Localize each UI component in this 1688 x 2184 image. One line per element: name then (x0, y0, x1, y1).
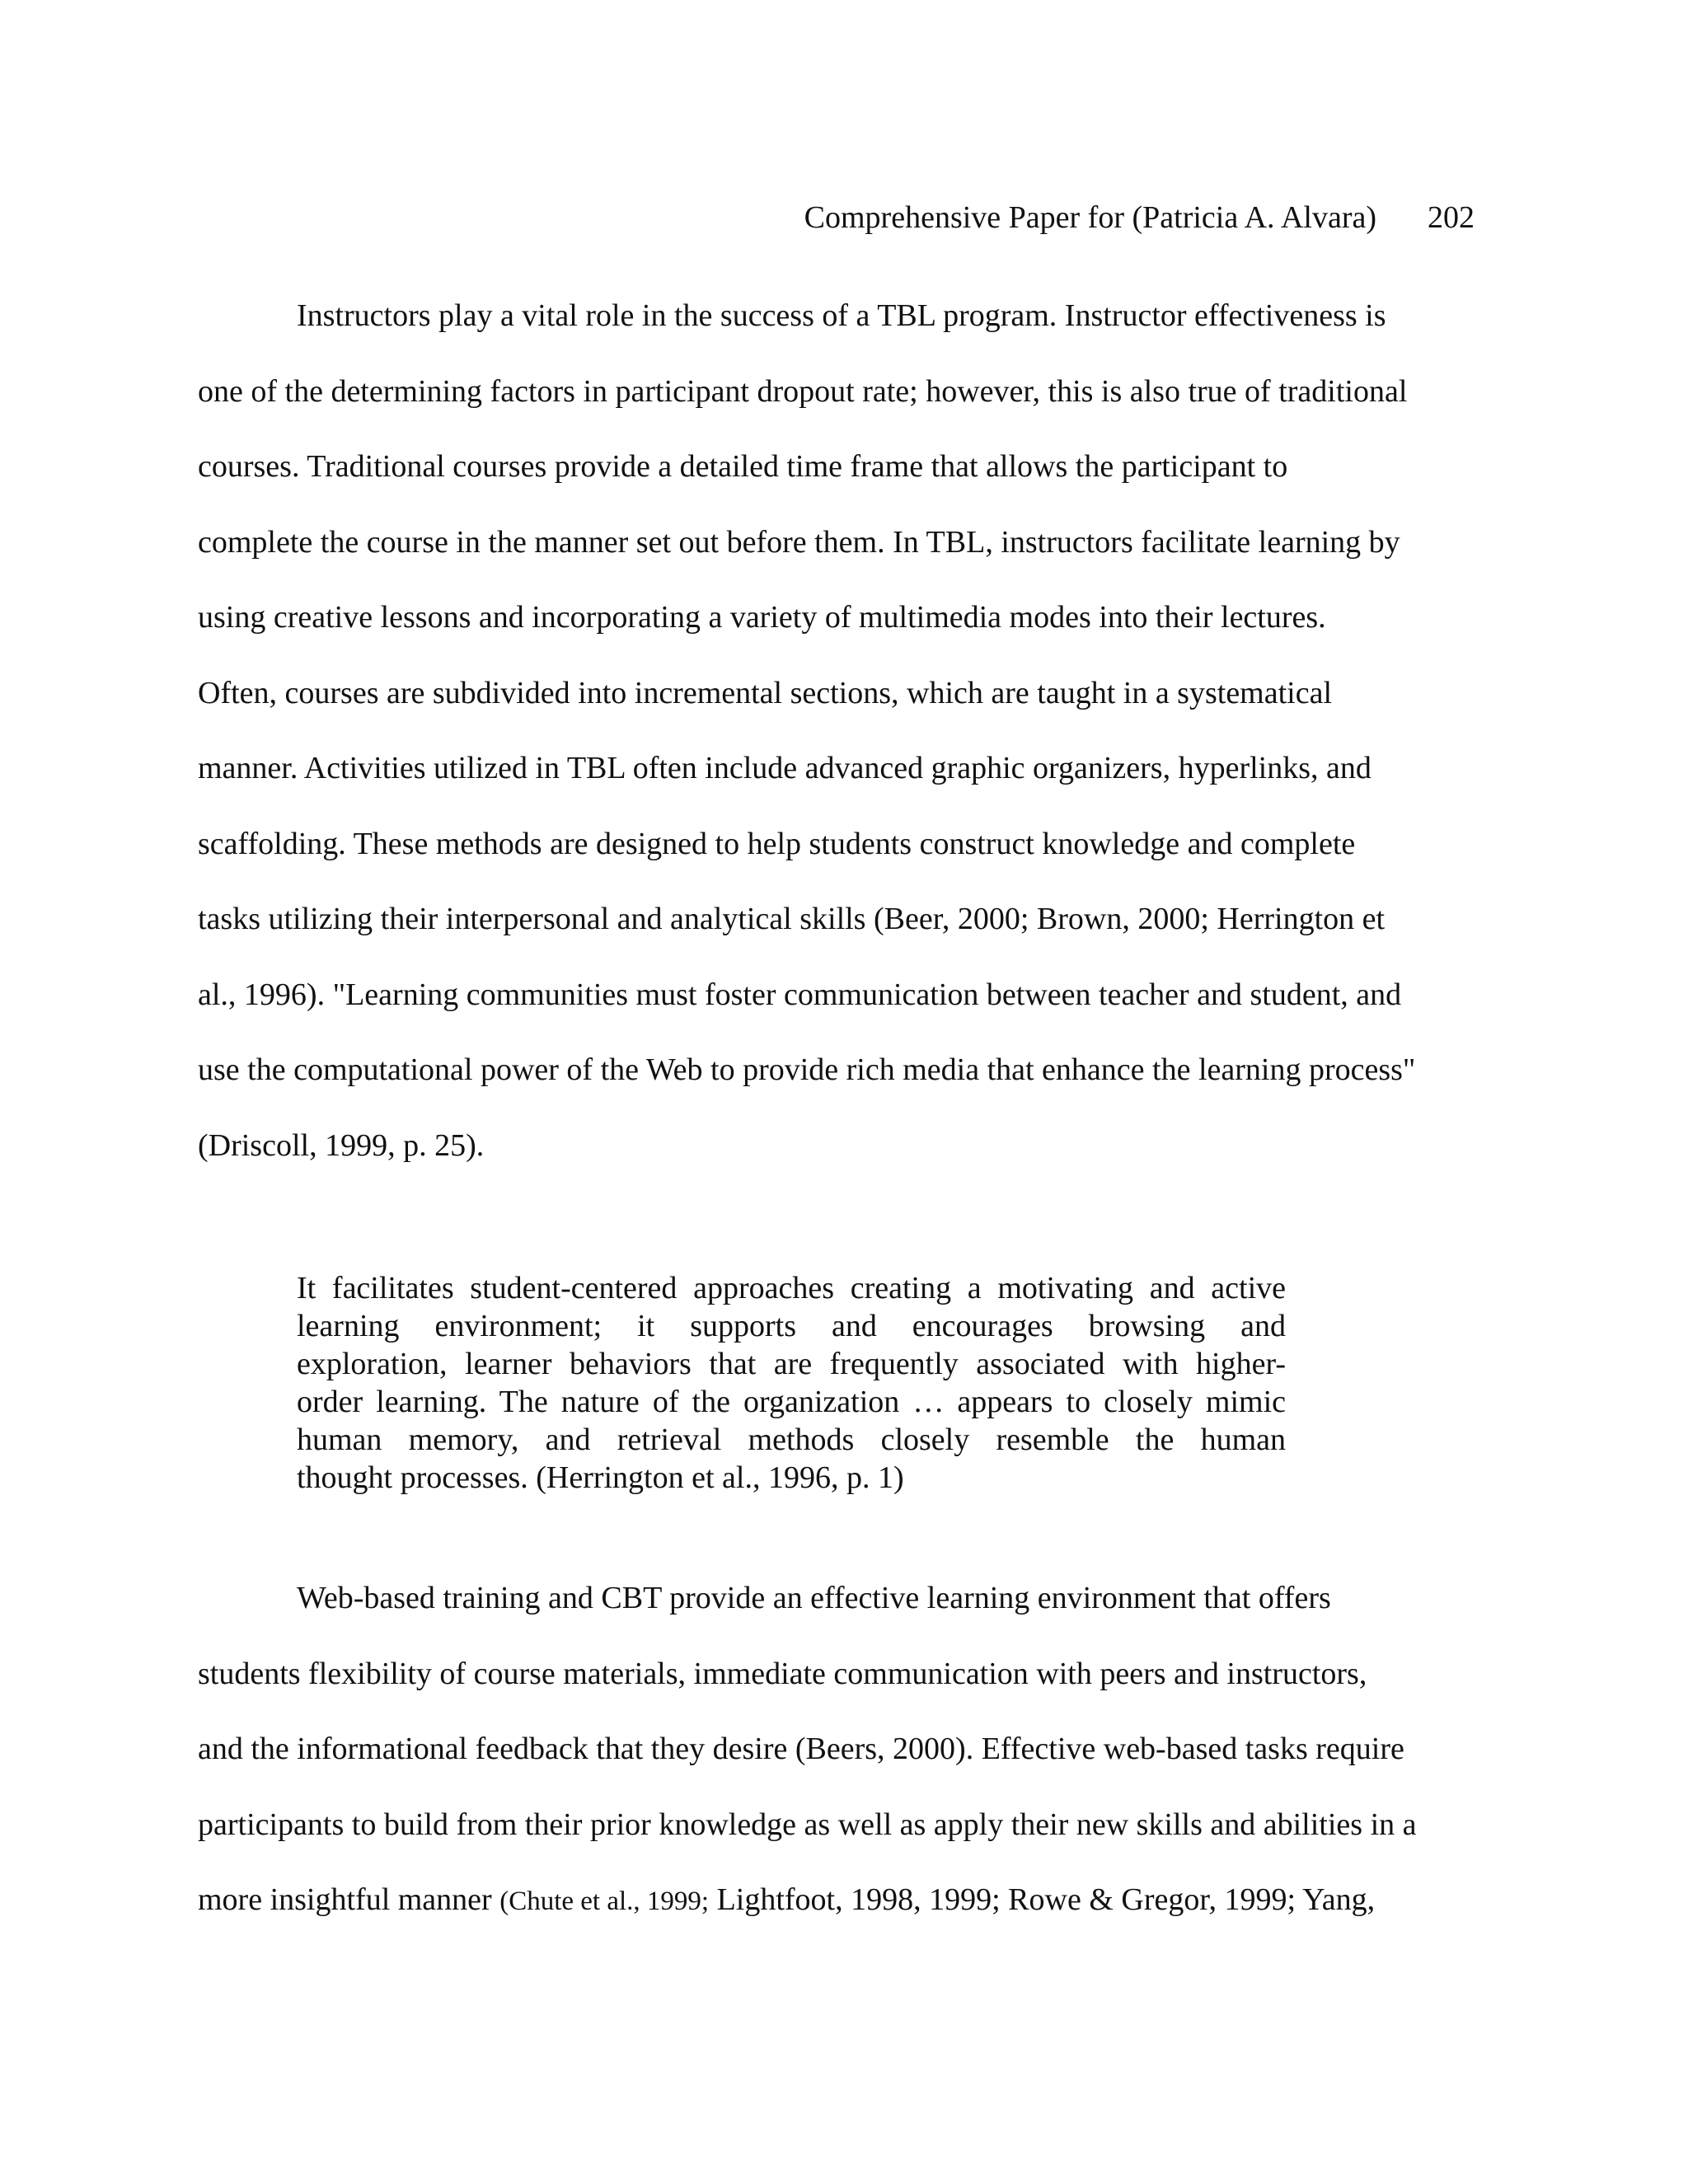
block-quote-line: exploration, learner behaviors that are frequently associated with higher- (297, 1347, 1286, 1381)
paragraph-line: one of the determining factors in participant dropout rate; however, this is also true of traditional (198, 373, 1408, 409)
paragraph-line: Often, courses are subdivided into incremental sections, which are taught in a systematical (198, 675, 1333, 710)
paragraph-instructors (198, 279, 1484, 1183)
paragraph-text: more insightful manner (198, 1882, 500, 1917)
citation-small: (Chute et al., 1999; (499, 1886, 710, 1916)
paragraph-line: (Driscoll, 1999, p. 25). (198, 1127, 485, 1163)
paragraph-line: use the computational power of the Web to provide rich media that enhance the learning process" (198, 1052, 1416, 1087)
paragraph-line-last (198, 1863, 1484, 1938)
paragraph-line: complete the course in the manner set out before them. In TBL, instructors facilitate learning by (198, 524, 1400, 560)
paragraph-line: and the informational feedback that they desire (Beers, 2000). Effective web-based tasks require (198, 1732, 1404, 1766)
running-head (804, 198, 1475, 237)
paragraph-line: Web-based training and CBT provide an effective learning environment that offers (297, 1581, 1331, 1615)
paragraph-line: scaffolding. These methods are designed to help students construct knowledge and complete (198, 826, 1356, 861)
block-quote (297, 1269, 1286, 1497)
block-quote-line: order learning. The nature of the organization … appears to closely mimic (297, 1385, 1286, 1419)
paragraph-text: Lightfoot, 1998, 1999; Rowe & Gregor, 1999; Yang, (709, 1882, 1376, 1917)
paragraph-line: Instructors play a vital role in the success of a TBL program. Instructor effectiveness is (297, 298, 1386, 333)
paragraph-line: participants to build from their prior knowledge as well as apply their new skills and abilities in a (198, 1807, 1417, 1842)
paragraph-line: tasks utilizing their interpersonal and analytical skills (Beer, 2000; Brown, 2000; Herrington et (198, 902, 1386, 936)
paragraph-line: courses. Traditional courses provide a detailed time frame that allows the participant to (198, 449, 1288, 484)
block-quote-line: thought processes. (Herrington et al., 1996, p. 1) (297, 1460, 904, 1495)
block-quote-line: It facilitates student-centered approaches creating a motivating and active (297, 1271, 1286, 1305)
paragraph-line: using creative lessons and incorporating a variety of multimedia modes into their lectures. (198, 600, 1326, 635)
page-number: 202 (1428, 200, 1475, 235)
paragraph-line: students flexibility of course materials, immediate communication with peers and instructors, (198, 1656, 1367, 1691)
paragraph-line: manner. Activities utilized in TBL often include advanced graphic organizers, hyperlinks, and (198, 751, 1372, 785)
block-quote-line: learning environment; it supports and encourages browsing and (297, 1309, 1286, 1343)
paragraph-line: al., 1996). "Learning communities must foster communication between teacher and student, and (198, 977, 1402, 1012)
paragraph-web-based-training (198, 1561, 1484, 1938)
running-title: Comprehensive Paper for (Patricia A. Alvara) (804, 200, 1376, 235)
block-quote-line: human memory, and retrieval methods closely resemble the human (297, 1422, 1286, 1457)
